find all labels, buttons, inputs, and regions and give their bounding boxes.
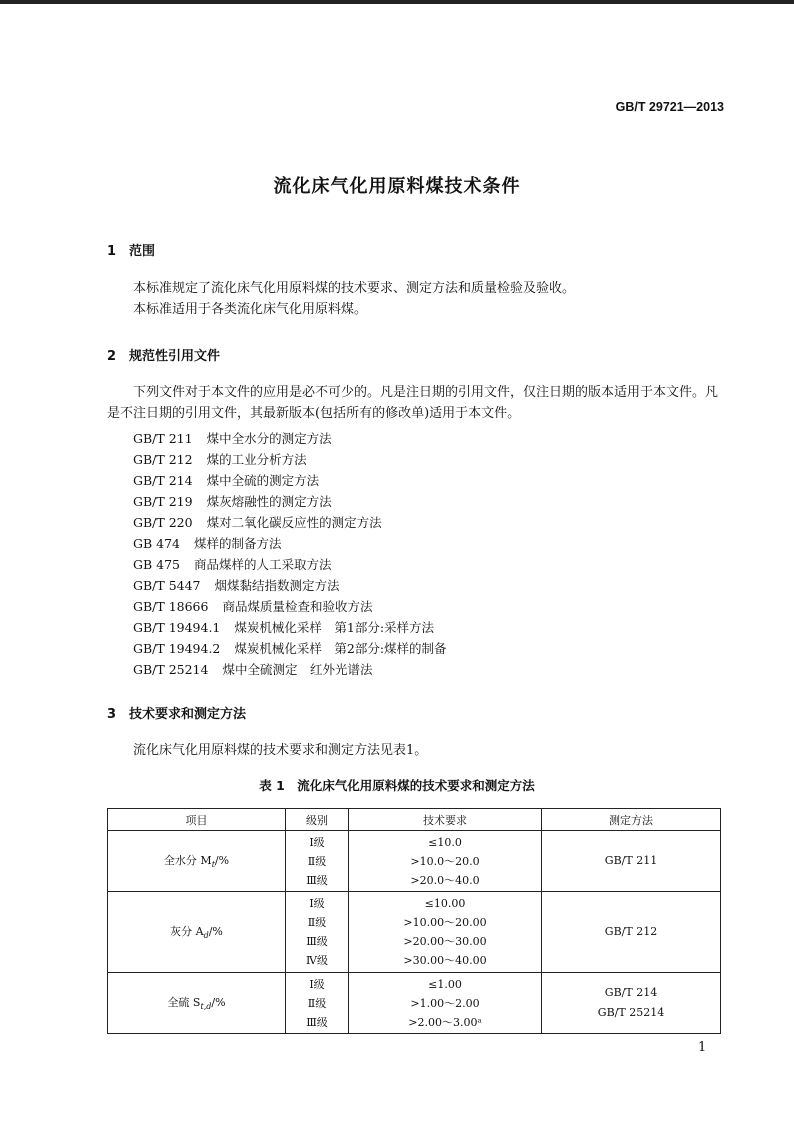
reference-code: GB/T 211: [133, 431, 193, 446]
section-number: 1: [107, 244, 117, 259]
requirement-value: ≤10.0: [428, 835, 462, 849]
section-3-intro: [107, 740, 719, 761]
table-row-ash: [108, 892, 721, 973]
reference-title: 煤样的制备方法: [194, 536, 282, 551]
grade-label: Ⅰ级: [309, 977, 325, 991]
item-name: 灰分 A: [170, 925, 204, 939]
paragraph: 本标准适用于各类流化床气化用原料煤。: [133, 302, 368, 317]
reference-code: GB/T 219: [133, 494, 193, 509]
reference-code: GB/T 19494.1: [133, 620, 221, 635]
grade-label: Ⅲ级: [306, 873, 328, 887]
method-standard: GB/T 214: [604, 986, 658, 999]
item-subscript: d: [203, 931, 209, 941]
section-number: 2: [107, 349, 117, 364]
reference-title: 煤对二氧化碳反应性的测定方法: [206, 515, 382, 530]
header-method: 测定方法: [542, 809, 721, 831]
item-name: 全硫 S: [167, 996, 201, 1010]
reference-code: GB/T 19494.2: [133, 641, 221, 656]
reference-title: 煤中全水分的测定方法: [206, 431, 332, 446]
reference-item: [133, 428, 447, 449]
method-standard: GB/T 212: [604, 925, 658, 938]
reference-item: [133, 554, 447, 575]
reference-item: [133, 596, 447, 617]
method-standard: GB/T 211: [604, 854, 658, 867]
normative-reference-list: [133, 428, 447, 680]
reference-title: 烟煤黏结指数测定方法: [214, 578, 340, 593]
requirement-value: ≤1.00: [428, 977, 462, 991]
reference-title: 煤灰熔融性的测定方法: [206, 494, 332, 509]
reference-code: GB/T 212: [133, 452, 193, 467]
grade-label: Ⅱ级: [307, 916, 327, 929]
requirement-cell: [349, 973, 542, 1034]
reference-code: GB/T 18666: [133, 599, 209, 614]
table-row-moisture: [108, 831, 721, 892]
page-number: 1: [698, 1040, 707, 1055]
grade-label: Ⅰ级: [309, 835, 325, 849]
grade-cell: [286, 831, 349, 892]
reference-code: GB/T 214: [133, 473, 193, 488]
requirement-value: >10.00～20.00: [403, 916, 487, 929]
section-title: 技术要求和测定方法: [129, 707, 247, 722]
reference-code: GB/T 25214: [133, 662, 209, 677]
item-cell: [108, 973, 286, 1034]
item-subscript: t,d: [200, 1002, 212, 1012]
header-item: 项目: [108, 809, 286, 831]
requirement-value: >20.00～30.00: [403, 935, 487, 948]
reference-item: [133, 491, 447, 512]
requirements-table: [107, 808, 721, 1034]
paragraph: 本标准规定了流化床气化用原料煤的技术要求、测定方法和质量检验及验收。: [133, 281, 576, 296]
reference-title: 煤中全硫测定 红外光谱法: [222, 662, 373, 677]
reference-code: GB/T 5447: [133, 578, 201, 593]
reference-title: 煤炭机械化采样 第1部分:采样方法: [234, 620, 435, 635]
reference-item: [133, 533, 447, 554]
item-unit: /%: [211, 996, 226, 1010]
reference-title: 煤的工业分析方法: [206, 452, 307, 467]
section-title: 规范性引用文件: [129, 349, 221, 364]
reference-item: [133, 575, 447, 596]
top-border-line: [0, 0, 794, 4]
method-cell: [542, 973, 721, 1034]
document-title: 流化床气化用原料煤技术条件: [273, 176, 521, 197]
item-cell: [108, 892, 286, 973]
requirement-value: >20.0～40.0: [410, 873, 480, 887]
grade-cell: [286, 892, 349, 973]
table-header-row: [108, 809, 721, 831]
method-cell: [542, 831, 721, 892]
grade-label: Ⅳ级: [306, 954, 328, 967]
grade-label: Ⅱ级: [307, 854, 327, 868]
requirement-value: >2.00～3.00ᵃ: [408, 1015, 482, 1029]
table-row-sulfur: [108, 973, 721, 1034]
section-2-heading: [107, 345, 220, 364]
section-title: 范围: [129, 244, 156, 259]
section-1-body: [107, 278, 719, 320]
reference-code: GB/T 220: [133, 515, 193, 530]
reference-item: [133, 470, 447, 491]
method-cell: [542, 892, 721, 973]
reference-title: 商品煤质量检查和验收方法: [222, 599, 373, 614]
requirement-value: >10.0～20.0: [410, 854, 480, 868]
standard-number: GB/T 29721—2013: [615, 100, 724, 114]
item-unit: /%: [214, 854, 230, 868]
section-2-intro: [107, 382, 719, 424]
section-3-heading: [107, 703, 246, 722]
table-caption: 表 1 流化床气化用原料煤的技术要求和测定方法: [259, 778, 535, 793]
reference-code: GB 475: [133, 557, 181, 572]
reference-item: [133, 638, 447, 659]
grade-label: Ⅲ级: [306, 1015, 328, 1029]
requirement-value: ≤10.00: [424, 897, 466, 910]
item-subscript: t: [211, 860, 215, 870]
reference-item: [133, 449, 447, 470]
reference-title: 商品煤样的人工采取方法: [194, 557, 332, 572]
item-cell: [108, 831, 286, 892]
section-1-heading: [107, 240, 155, 259]
reference-title: 煤中全硫的测定方法: [206, 473, 320, 488]
section-number: 3: [107, 707, 117, 722]
method-standard: GB/T 25214: [597, 1006, 665, 1019]
reference-code: GB 474: [133, 536, 181, 551]
reference-title: 煤炭机械化采样 第2部分:煤样的制备: [234, 641, 447, 656]
grade-label: Ⅲ级: [306, 935, 328, 948]
paragraph: 下列文件对于本文件的应用是必不可少的。凡是注日期的引用文件，仅注日期的版本适用于本文件。凡是不注日期的引用文件，其最新版本(包括所有的修改单)适用于本文件。: [107, 385, 719, 421]
grade-cell: [286, 973, 349, 1034]
grade-label: Ⅱ级: [307, 996, 327, 1010]
reference-item: [133, 617, 447, 638]
requirement-value: >30.00～40.00: [403, 954, 487, 967]
requirement-value: >1.00～2.00: [410, 996, 480, 1010]
requirement-cell: [349, 892, 542, 973]
item-unit: /%: [208, 925, 223, 939]
paragraph: 流化床气化用原料煤的技术要求和测定方法见表1。: [133, 743, 428, 758]
grade-label: Ⅰ级: [309, 897, 325, 910]
item-name: 全水分 M: [163, 854, 212, 868]
header-grade: 级别: [286, 809, 349, 831]
reference-item: [133, 659, 447, 680]
reference-item: [133, 512, 447, 533]
header-requirement: 技术要求: [349, 809, 542, 831]
requirement-cell: [349, 831, 542, 892]
